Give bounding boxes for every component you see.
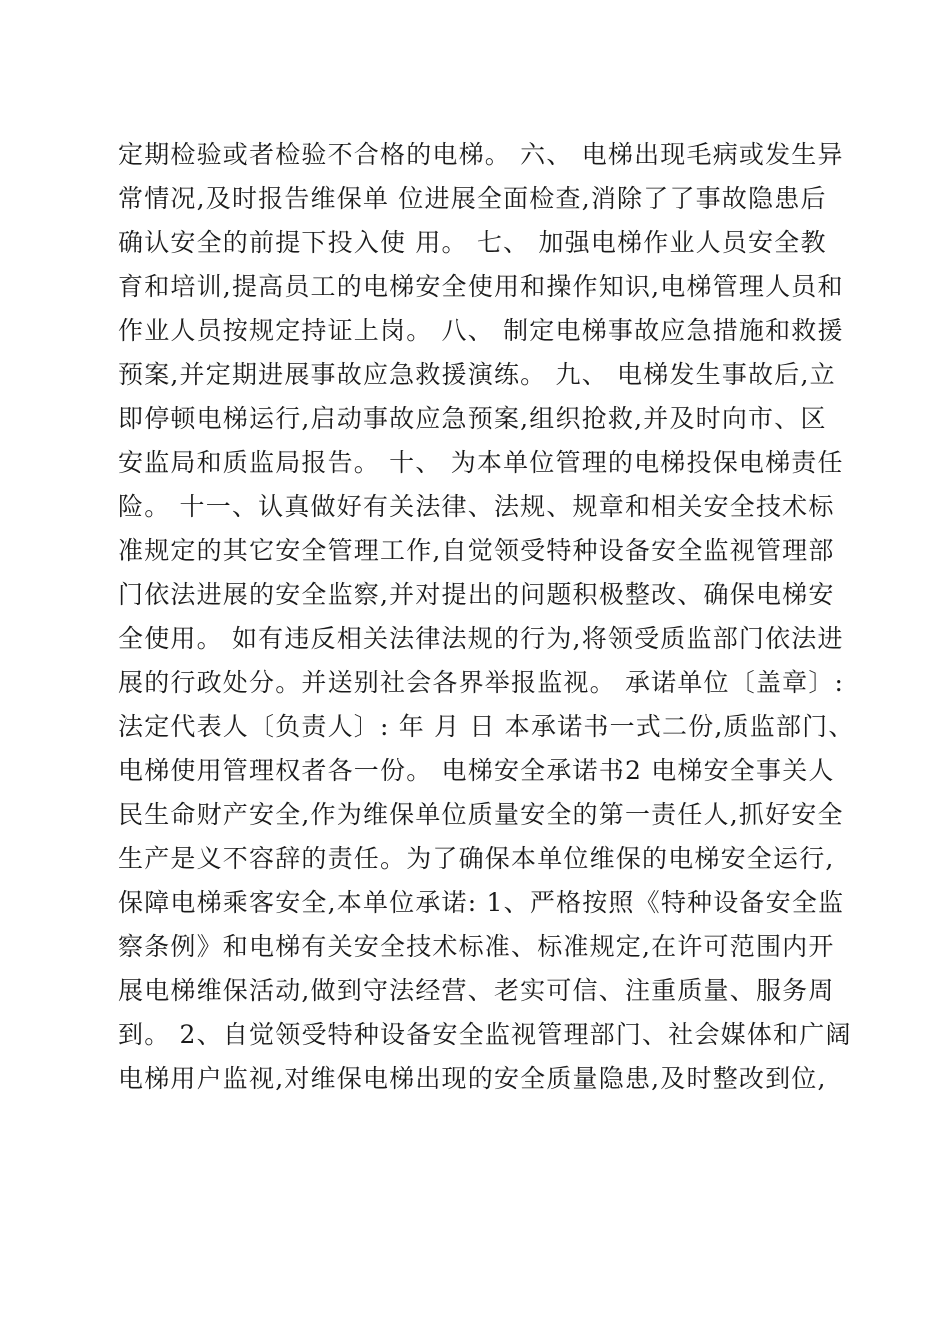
text-line: 察条例》和电梯有关安全技术标准、标准规定,在许可范围内开 [118, 932, 835, 961]
text-line: 即停顿电梯运行,启动事故应急预案,组织抢救,并及时向市、区 [118, 404, 827, 433]
text-line: 展的行政处分。并送别社会各界举报监视。 承诺单位〔盖章〕: [118, 668, 845, 697]
document-body [118, 133, 855, 1101]
text-line: 到。 2、自觉领受特种设备安全监视管理部门、社会媒体和广阔 [118, 1020, 852, 1049]
text-line: 定期检验或者检验不合格的电梯。 六、 电梯出现毛病或发生异 [118, 140, 844, 169]
text-line: 电梯使用管理权者各一份。 电梯安全承诺书2 电梯安全事关人 [118, 756, 835, 785]
text-line: 门依法进展的安全监察,并对提出的问题积极整改、确保电梯安 [118, 580, 835, 609]
text-line: 法定代表人〔负责人〕: 年 月 日 本承诺书一式二份,质监部门、 [118, 712, 855, 741]
text-line: 保障电梯乘客安全,本单位承诺: 1、严格按照《特种设备安全监 [118, 888, 845, 917]
text-line: 民生命财产安全,作为维保单位质量安全的第一责任人,抓好安全 [118, 800, 844, 829]
text-line: 育和培训,提高员工的电梯安全使用和操作知识,电梯管理人员和 [118, 272, 844, 301]
text-line: 常情况,及时报告维保单 位进展全面检查,消除了了事故隐患后 [118, 184, 827, 213]
text-line: 预案,并定期进展事故应急救援演练。 九、 电梯发生事故后,立 [118, 360, 836, 389]
text-line: 电梯用户监视,对维保电梯出现的安全质量隐患,及时整改到位, [118, 1064, 827, 1093]
text-line: 确认安全的前提下投入使 用。 七、 加强电梯作业人员安全教 [118, 228, 827, 257]
text-line: 准规定的其它安全管理工作,自觉领受特种设备安全监视管理部 [118, 536, 835, 565]
text-line: 险。 十一、认真做好有关法律、法规、规章和相关安全技术标 [118, 492, 835, 521]
text-line: 作业人员按规定持证上岗。 八、 制定电梯事故应急措施和救援 [118, 316, 844, 345]
text-line: 安监局和质监局报告。 十、 为本单位管理的电梯投保电梯责任 [118, 448, 844, 477]
text-line: 全使用。 如有违反相关法律法规的行为,将领受质监部门依法进 [118, 624, 844, 653]
text-line: 展电梯维保活动,做到守法经营、老实可信、注重质量、服务周 [118, 976, 835, 1005]
text-line: 生产是义不容辞的责任。为了确保本单位维保的电梯安全运行, [118, 844, 835, 873]
